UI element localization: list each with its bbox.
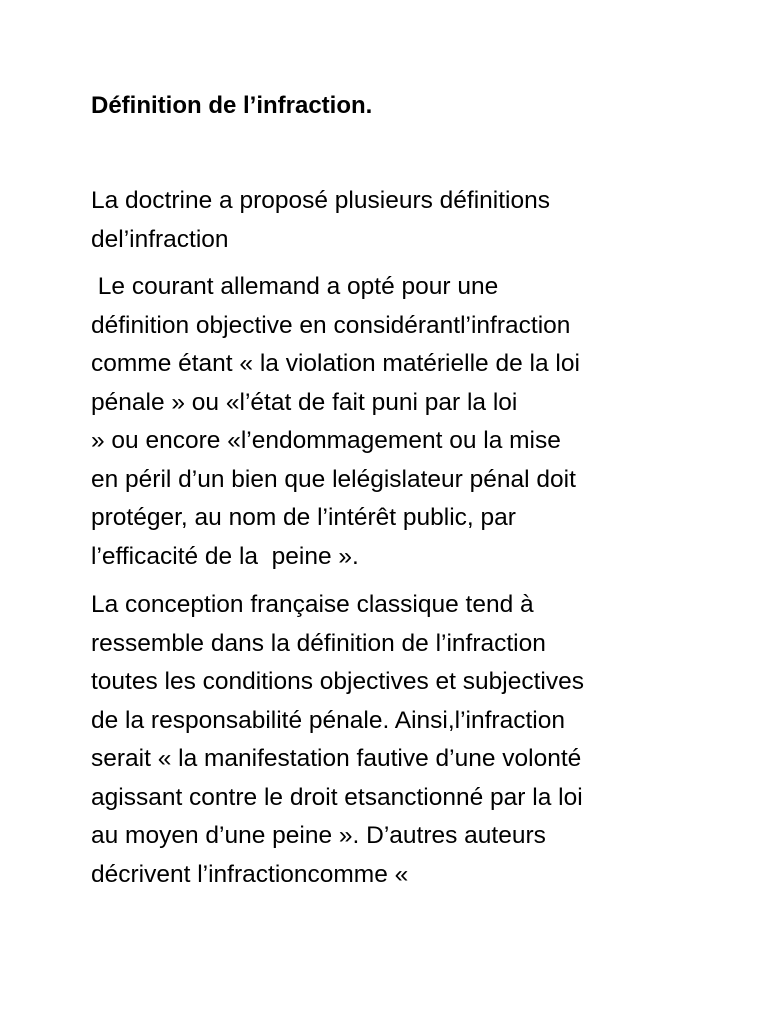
paragraph-line: définition objective en considérantl’infraction — [91, 311, 571, 339]
paragraph-line: toutes les conditions objectives et subjectives — [91, 668, 584, 695]
paragraph-line: ressemble dans la définition de l’infraction — [91, 629, 546, 657]
paragraph-line: comme étant « la violation matérielle de la loi — [91, 350, 580, 377]
paragraph-line: en péril d’un bien que lelégislateur pénal doit — [91, 465, 576, 493]
paragraph-line: serait « la manifestation fautive d’une volonté — [91, 745, 582, 772]
paragraph-line: protéger, au nom de l’intérêt public, par — [91, 504, 516, 531]
paragraph-line: au moyen d’une peine ». D’autres auteurs — [91, 822, 546, 849]
paragraph-conception-francaise — [91, 586, 691, 894]
paragraph-line: » ou encore «l’endommagement ou la mise — [91, 427, 561, 454]
paragraph-line: de la responsabilité pénale. Ainsi,l’infraction — [91, 706, 565, 734]
document-body — [91, 88, 691, 894]
paragraph-line: pénale » ou «l’état de fait puni par la loi — [91, 388, 518, 416]
paragraph-line: Le courant allemand a opté pour une — [91, 273, 499, 300]
document-title: Définition de l’infraction. — [91, 92, 373, 119]
paragraph-line: La doctrine a proposé plusieurs définitions — [91, 187, 550, 214]
paragraph-line: La conception française classique tend à — [91, 591, 534, 618]
paragraph-line: l’efficacité de la peine ». — [91, 542, 359, 570]
paragraph-line: del’infraction — [91, 225, 229, 253]
paragraph-doctrine — [91, 182, 691, 259]
paragraph-courant-allemand — [91, 268, 691, 576]
paragraph-line: décrivent l’infractioncomme « — [91, 860, 409, 888]
paragraph-line: agissant contre le droit etsanctionné par la loi — [91, 783, 583, 811]
